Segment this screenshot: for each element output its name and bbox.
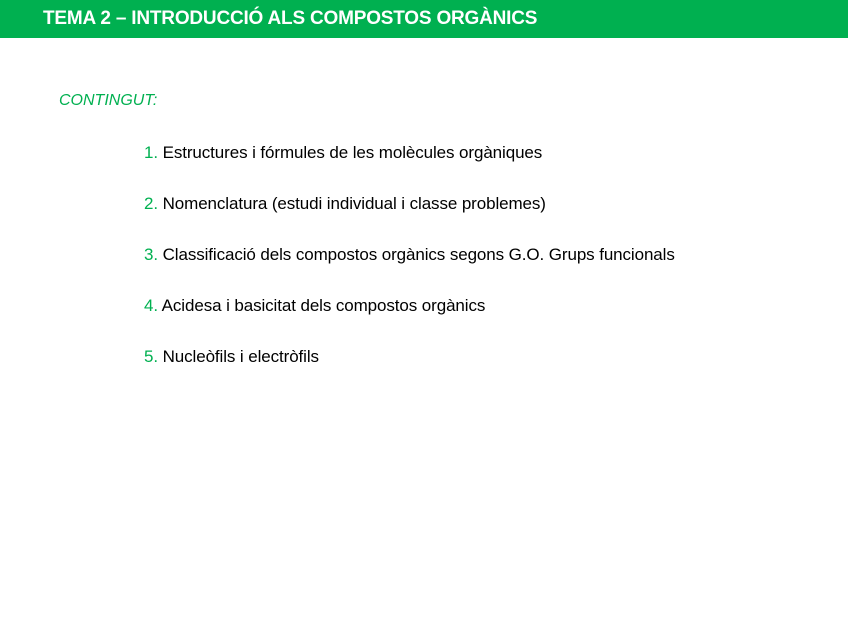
list-item-number: 1. (144, 143, 158, 162)
list-item (144, 142, 675, 193)
list-item-text: Classificació dels compostos orgànics segons G.O. Grups funcionals (162, 245, 675, 264)
list-item (144, 295, 675, 346)
list-item-text: Acidesa i basicitat dels compostos orgànics (161, 296, 486, 315)
list-item-text: Nucleòfils i electròfils (162, 347, 319, 366)
page-title: TEMA 2 – INTRODUCCIÓ ALS COMPOSTOS ORGÀNICS (43, 8, 538, 29)
list-item (144, 346, 675, 397)
list-item (144, 193, 675, 244)
list-item-text: Nomenclatura (estudi individual i classe problemes) (162, 194, 546, 213)
content-list (144, 142, 675, 397)
list-item-text: Estructures i fórmules de les molècules orgàniques (162, 143, 543, 162)
section-label: CONTINGUT: (59, 92, 158, 109)
list-item-number: 4. (144, 296, 158, 315)
list-item (144, 244, 675, 295)
title-bar (0, 0, 848, 38)
list-item-number: 2. (144, 194, 158, 213)
list-item-number: 3. (144, 245, 158, 264)
list-item-number: 5. (144, 347, 158, 366)
